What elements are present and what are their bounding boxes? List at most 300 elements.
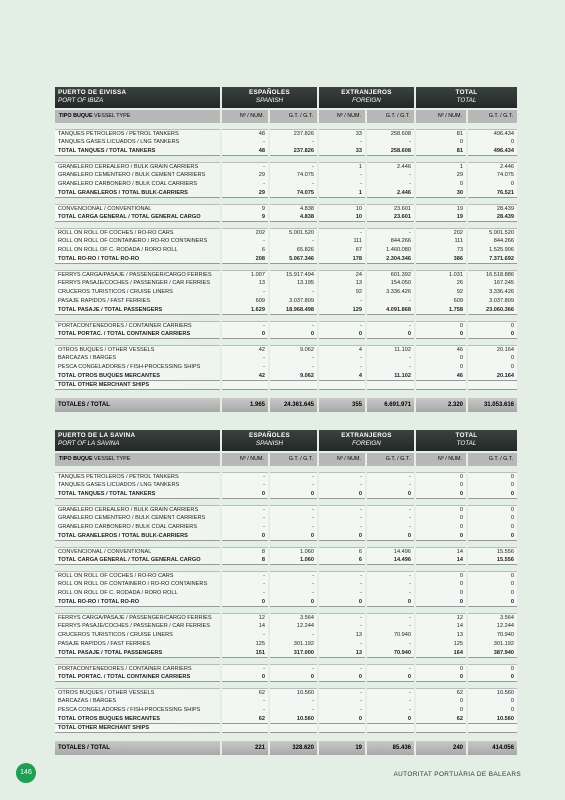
cell-value: 8 <box>222 556 268 565</box>
vessel-block <box>55 345 521 390</box>
grand-total-value: 19 <box>319 741 365 755</box>
gt-header: G.T. / G.T. <box>270 453 317 466</box>
row-label: PESCA CONGELADORES / FISH-PROCESSING SHIPS <box>55 706 220 715</box>
cell-value: - <box>270 354 317 363</box>
vessel-block <box>55 270 521 315</box>
cell-value: 0 <box>416 523 466 532</box>
row-label: ROLL ON ROLL OF C. RODADA / RORO ROLL <box>55 246 220 255</box>
port-title: PUERTO DE EIVISSA <box>58 89 127 96</box>
row-label: TOTAL OTROS BUQUES MERCANTES <box>55 715 220 724</box>
table-row <box>55 664 521 673</box>
table-row <box>55 505 521 514</box>
row-label: TOTAL PASAJE / TOTAL PASSENGERS <box>55 306 220 315</box>
row-label: ROLL ON ROLL OF CONTAINERO / RO-RO CONTAINERS <box>55 580 220 589</box>
cell-value: 178 <box>319 255 365 264</box>
cell-value: 1.060 <box>270 547 317 556</box>
cell-value: 1 <box>319 189 365 198</box>
cell-value <box>222 724 268 733</box>
cell-value: 0 <box>222 673 268 682</box>
column-group-title: ESPAÑOLES <box>248 432 291 439</box>
column-group-subtitle: FOREIGN <box>352 97 381 104</box>
row-label: TOTAL OTHER MERCHANT SHIPS <box>55 381 220 390</box>
cell-value: 237.826 <box>270 147 317 156</box>
row-label: TOTAL CARGA GENERAL / TOTAL GENERAL CARGO <box>55 556 220 565</box>
cell-value: 0 <box>468 180 517 189</box>
cell-value: 0 <box>468 363 517 372</box>
cell-value: - <box>367 622 414 631</box>
port-title-cell <box>55 430 220 451</box>
cell-value: 0 <box>416 589 466 598</box>
cell-value: 0 <box>270 490 317 499</box>
grand-total-value: 85.436 <box>367 741 414 755</box>
table-row <box>55 297 521 306</box>
cell-value: - <box>319 571 365 580</box>
cell-value: 164 <box>416 649 466 658</box>
table-header <box>55 87 521 108</box>
cell-value: - <box>319 180 365 189</box>
cell-value: 19 <box>416 204 466 213</box>
cell-value: 5.001.520 <box>468 228 517 237</box>
table-la-savina <box>55 430 521 755</box>
cell-value: - <box>222 631 268 640</box>
cell-value: 70.940 <box>468 631 517 640</box>
row-label: TANQUES GASES LICUADOS / LNG TANKERS <box>55 481 220 490</box>
table-row <box>55 613 521 622</box>
cell-value: - <box>270 706 317 715</box>
cell-value: 9 <box>222 213 268 222</box>
cell-value: 4.838 <box>270 213 317 222</box>
cell-value: 0 <box>416 664 466 673</box>
cell-value: 1 <box>416 162 466 171</box>
cell-value: 13 <box>222 279 268 288</box>
cell-value: 9.062 <box>270 345 317 354</box>
total-row <box>55 715 521 724</box>
footer-publisher: AUTORITAT PORTUÀRIA DE BALEARS <box>393 771 521 778</box>
cell-value: 0 <box>367 532 414 541</box>
cell-value: - <box>222 514 268 523</box>
total-row <box>55 381 521 390</box>
cell-value: 70.940 <box>367 631 414 640</box>
cell-value: 62 <box>222 715 268 724</box>
cell-value: 0 <box>468 321 517 330</box>
cell-value: 0 <box>416 571 466 580</box>
page-number: 146 <box>16 763 36 783</box>
cell-value: 28.439 <box>468 204 517 213</box>
cell-value: 23.060.366 <box>468 306 517 315</box>
cell-value: - <box>367 138 414 147</box>
cell-value: 0 <box>270 673 317 682</box>
cell-value: - <box>222 138 268 147</box>
row-label: TOTAL OTROS BUQUES MERCANTES <box>55 372 220 381</box>
grand-total-value: 1.965 <box>222 398 268 412</box>
table-row <box>55 129 521 138</box>
cell-value: - <box>222 363 268 372</box>
table-row <box>55 246 521 255</box>
cell-value: 0 <box>367 330 414 339</box>
cell-value: 844.266 <box>468 237 517 246</box>
column-subheader <box>55 110 521 123</box>
cell-value: 317.000 <box>270 649 317 658</box>
row-label: GRANELERO CEREALERO / BULK GRAIN CARRIERS <box>55 162 220 171</box>
cell-value: - <box>367 571 414 580</box>
cell-value: 46 <box>416 345 466 354</box>
table-row <box>55 321 521 330</box>
cell-value: 609 <box>416 297 466 306</box>
row-label: ROLL ON ROLL OF COCHES / RO-RO CARS <box>55 571 220 580</box>
cell-value: - <box>222 321 268 330</box>
table-row <box>55 640 521 649</box>
table-row <box>55 547 521 556</box>
cell-value: - <box>367 297 414 306</box>
cell-value: 0 <box>468 598 517 607</box>
column-group-subtitle: TOTAL <box>456 97 477 104</box>
cell-value: - <box>270 472 317 481</box>
cell-value: 11.102 <box>367 345 414 354</box>
cell-value: 76.521 <box>468 189 517 198</box>
table-row <box>55 237 521 246</box>
cell-value: 0 <box>468 589 517 598</box>
cell-value: - <box>319 514 365 523</box>
cell-value: 1.007 <box>222 270 268 279</box>
cell-value: 154.050 <box>367 279 414 288</box>
cell-value: 0 <box>319 532 365 541</box>
cell-value: - <box>270 180 317 189</box>
gt-header: G.T. / G.T. <box>270 110 317 123</box>
cell-value: 151 <box>222 649 268 658</box>
cell-value: 0 <box>468 514 517 523</box>
cell-value: 12 <box>222 613 268 622</box>
row-label: CONVENCIONAL / CONVENTIONAL <box>55 204 220 213</box>
row-label: TANQUES GASES LICUADOS / LNG TANKERS <box>55 138 220 147</box>
cell-value <box>270 724 317 733</box>
cell-value: 0 <box>416 673 466 682</box>
cell-value: - <box>222 571 268 580</box>
column-group-title: EXTRANJEROS <box>341 89 392 96</box>
row-label: PASAJE RAPIDOS / FAST FERRIES <box>55 297 220 306</box>
cell-value: - <box>222 162 268 171</box>
num-header: Nº / NUM. <box>222 453 268 466</box>
column-group-subtitle: FOREIGN <box>352 440 381 447</box>
cell-value: 2.446 <box>468 162 517 171</box>
cell-value: 0 <box>468 330 517 339</box>
cell-value: 3.336.426 <box>367 288 414 297</box>
total-row <box>55 490 521 499</box>
cell-value: 0 <box>468 523 517 532</box>
cell-value: - <box>367 589 414 598</box>
row-label: GRANELERO CEMENTERO / BULK CEMENT CARRIERS <box>55 171 220 180</box>
cell-value: - <box>319 523 365 532</box>
cell-value: 258.608 <box>367 147 414 156</box>
row-label: ROLL ON ROLL OF COCHES / RO-RO CARS <box>55 228 220 237</box>
cell-value: 3.564 <box>270 613 317 622</box>
table-ibiza <box>55 87 521 412</box>
cell-value: - <box>367 523 414 532</box>
cell-value: 13 <box>319 279 365 288</box>
cell-value: - <box>270 288 317 297</box>
cell-value: - <box>270 321 317 330</box>
cell-value: 2.304.346 <box>367 255 414 264</box>
row-label: GRANELERO CEREALERO / BULK GRAIN CARRIERS <box>55 505 220 514</box>
table-row <box>55 697 521 706</box>
cell-value: 14.496 <box>367 547 414 556</box>
cell-value: 0 <box>416 505 466 514</box>
cell-value: 26 <box>416 279 466 288</box>
cell-value: 2.446 <box>367 162 414 171</box>
cell-value: 0 <box>416 706 466 715</box>
cell-value: 0 <box>468 664 517 673</box>
cell-value: - <box>222 354 268 363</box>
vessel-type-en: VESSEL TYPE <box>94 456 131 462</box>
table-row <box>55 345 521 354</box>
cell-value: 14 <box>416 556 466 565</box>
cell-value: 30 <box>416 189 466 198</box>
cell-value: 14 <box>222 622 268 631</box>
cell-value: 0 <box>468 571 517 580</box>
cell-value <box>416 381 466 390</box>
cell-value: 0 <box>416 363 466 372</box>
cell-value: 48 <box>222 147 268 156</box>
cell-value: - <box>367 472 414 481</box>
row-label: TOTAL OTHER MERCHANT SHIPS <box>55 724 220 733</box>
table-row <box>55 270 521 279</box>
cell-value: - <box>319 297 365 306</box>
cell-value: 0 <box>416 514 466 523</box>
cell-value: 5.001.520 <box>270 228 317 237</box>
row-label: TOTAL PASAJE / TOTAL PASSENGERS <box>55 649 220 658</box>
row-label: GRANELERO CARBONERO / BULK COAL CARRIERS <box>55 180 220 189</box>
gt-header: G.T. / G.T. <box>367 110 414 123</box>
cell-value: 1.031 <box>416 270 466 279</box>
cell-value <box>319 724 365 733</box>
cell-value: 29 <box>222 171 268 180</box>
column-group-subtitle: SPANISH <box>255 440 284 447</box>
cell-value: 0 <box>468 532 517 541</box>
row-label: TOTAL PORTAC. / TOTAL CONTAINER CARRIERS <box>55 673 220 682</box>
cell-value: 19 <box>416 213 466 222</box>
row-label: TOTAL PORTAC. / TOTAL CONTAINER CARRIERS <box>55 330 220 339</box>
cell-value: 0 <box>416 138 466 147</box>
cell-value: - <box>270 631 317 640</box>
cell-value: - <box>367 664 414 673</box>
vessel-block <box>55 547 521 565</box>
row-label: TOTAL RO-RO / TOTAL RO-RO <box>55 255 220 264</box>
cell-value: - <box>319 228 365 237</box>
num-header: Nº / NUM. <box>416 453 466 466</box>
vessel-block <box>55 613 521 658</box>
cell-value: - <box>319 505 365 514</box>
cell-value: 42 <box>222 345 268 354</box>
cell-value: 18.968.498 <box>270 306 317 315</box>
cell-value: 9.062 <box>270 372 317 381</box>
cell-value: 0 <box>416 532 466 541</box>
cell-value: 13 <box>416 631 466 640</box>
cell-value: 0 <box>367 598 414 607</box>
table-row <box>55 589 521 598</box>
cell-value: - <box>222 697 268 706</box>
cell-value: - <box>367 171 414 180</box>
vessel-block <box>55 664 521 682</box>
cell-value: 0 <box>270 330 317 339</box>
column-group-extranjeros <box>319 87 414 108</box>
table-header <box>55 430 521 451</box>
row-label: PORTACONTENEDORES / CONTAINER CARRIERS <box>55 664 220 673</box>
cell-value: 0 <box>416 490 466 499</box>
cell-value: 0 <box>416 697 466 706</box>
cell-value: 0 <box>468 472 517 481</box>
table-row <box>55 523 521 532</box>
cell-value: 1.629 <box>222 306 268 315</box>
cell-value: - <box>319 363 365 372</box>
vessel-block <box>55 129 521 156</box>
cell-value: 0 <box>416 481 466 490</box>
cell-value: 42 <box>222 372 268 381</box>
cell-value: - <box>222 237 268 246</box>
cell-value: 14 <box>416 547 466 556</box>
cell-value: 10.560 <box>468 688 517 697</box>
cell-value: 167.245 <box>468 279 517 288</box>
grand-total-row <box>55 741 521 755</box>
cell-value: 74.075 <box>270 171 317 180</box>
cell-value: 6 <box>319 547 365 556</box>
cell-value <box>319 381 365 390</box>
vessel-type-es: TIPO BUQUE <box>59 456 93 462</box>
cell-value: 0 <box>468 706 517 715</box>
table-row <box>55 228 521 237</box>
cell-value: - <box>270 589 317 598</box>
cell-value: 33 <box>319 147 365 156</box>
vessel-block <box>55 321 521 339</box>
cell-value: 7.371.692 <box>468 255 517 264</box>
row-label: FERRYS CARGA/PASAJE / PASSENGER/CARGO FERRIES <box>55 613 220 622</box>
cell-value: 1.460.080 <box>367 246 414 255</box>
cell-value: - <box>222 664 268 673</box>
total-row <box>55 255 521 264</box>
vessel-block <box>55 571 521 607</box>
cell-value: 0 <box>319 330 365 339</box>
row-label: CRUCEROS TURISTICOS / CRUISE LINERS <box>55 288 220 297</box>
num-header: Nº / NUM. <box>416 110 466 123</box>
cell-value: 0 <box>416 472 466 481</box>
cell-value: - <box>270 481 317 490</box>
table-row <box>55 279 521 288</box>
cell-value: - <box>222 481 268 490</box>
cell-value: 0 <box>468 481 517 490</box>
cell-value: 111 <box>319 237 365 246</box>
cell-value: 15.556 <box>468 547 517 556</box>
table-row <box>55 204 521 213</box>
column-group-title: TOTAL <box>455 89 478 96</box>
cell-value: - <box>319 138 365 147</box>
cell-value: 15.556 <box>468 556 517 565</box>
row-label: BARCAZAS / BARGES <box>55 354 220 363</box>
row-label: PASAJE RAPIDOS / FAST FERRIES <box>55 640 220 649</box>
cell-value: 301.192 <box>468 640 517 649</box>
cell-value: 0 <box>468 505 517 514</box>
total-row <box>55 189 521 198</box>
cell-value: 74.075 <box>468 171 517 180</box>
row-label: ROLL ON ROLL OF C. RODADA / RORO ROLL <box>55 589 220 598</box>
cell-value: - <box>367 688 414 697</box>
cell-value: 1 <box>319 162 365 171</box>
row-label: CRUCEROS TURISTICOS / CRUISE LINERS <box>55 631 220 640</box>
cell-value: - <box>367 228 414 237</box>
grand-total-value: 414.056 <box>468 741 517 755</box>
cell-value <box>222 381 268 390</box>
cell-value: 0 <box>319 490 365 499</box>
cell-value: 29 <box>416 171 466 180</box>
total-row <box>55 598 521 607</box>
cell-value: 3.037.809 <box>468 297 517 306</box>
vessel-block <box>55 688 521 733</box>
cell-value: 0 <box>367 715 414 724</box>
cell-value <box>367 381 414 390</box>
cell-value: 1.525.906 <box>468 246 517 255</box>
cell-value: 0 <box>468 490 517 499</box>
cell-value: 70.940 <box>367 649 414 658</box>
cell-value: - <box>367 697 414 706</box>
vessel-type-header <box>55 110 220 123</box>
cell-value: - <box>367 613 414 622</box>
cell-value: 9 <box>222 204 268 213</box>
cell-value: - <box>319 472 365 481</box>
cell-value: 65.826 <box>270 246 317 255</box>
row-label: GRANELERO CEMENTERO / BULK CEMENT CARRIERS <box>55 514 220 523</box>
table-row <box>55 472 521 481</box>
cell-value: - <box>319 354 365 363</box>
cell-value: 0 <box>468 697 517 706</box>
cell-value <box>270 381 317 390</box>
cell-value: - <box>367 514 414 523</box>
cell-value: 0 <box>222 532 268 541</box>
cell-value: 0 <box>367 490 414 499</box>
total-row <box>55 724 521 733</box>
cell-value: - <box>367 640 414 649</box>
total-row <box>55 673 521 682</box>
row-label: BARCAZAS / BARGES <box>55 697 220 706</box>
grand-total-value: 31.053.616 <box>468 398 517 412</box>
cell-value: 33 <box>319 129 365 138</box>
table-row <box>55 138 521 147</box>
cell-value: 29 <box>222 189 268 198</box>
grand-total-value: 355 <box>319 398 365 412</box>
grand-total-value: 240 <box>416 741 466 755</box>
row-label: TOTAL CARGA GENERAL / TOTAL GENERAL CARGO <box>55 213 220 222</box>
cell-value: - <box>270 514 317 523</box>
cell-value: 4 <box>319 372 365 381</box>
cell-value: 5.067.346 <box>270 255 317 264</box>
column-group-total <box>416 87 517 108</box>
cell-value: 1.758 <box>416 306 466 315</box>
cell-value: - <box>319 171 365 180</box>
cell-value: 0 <box>416 321 466 330</box>
vessel-type-header <box>55 453 220 466</box>
cell-value: 4 <box>319 345 365 354</box>
cell-value: 129 <box>319 306 365 315</box>
cell-value: - <box>367 580 414 589</box>
cell-value: 62 <box>222 688 268 697</box>
cell-value: 0 <box>468 580 517 589</box>
table-row <box>55 171 521 180</box>
row-label: FERRYS CARGA/PASAJE / PASSENGER/CARGO FERRIES <box>55 270 220 279</box>
row-label: FERRYS PASAJE/COCHES / PASSENGER / CAR FERRIES <box>55 279 220 288</box>
cell-value: 0 <box>416 580 466 589</box>
cell-value: - <box>222 472 268 481</box>
table-row <box>55 514 521 523</box>
cell-value: - <box>270 664 317 673</box>
cell-value: 3.037.809 <box>270 297 317 306</box>
column-group-espanoles <box>222 430 317 451</box>
cell-value: 46 <box>416 372 466 381</box>
